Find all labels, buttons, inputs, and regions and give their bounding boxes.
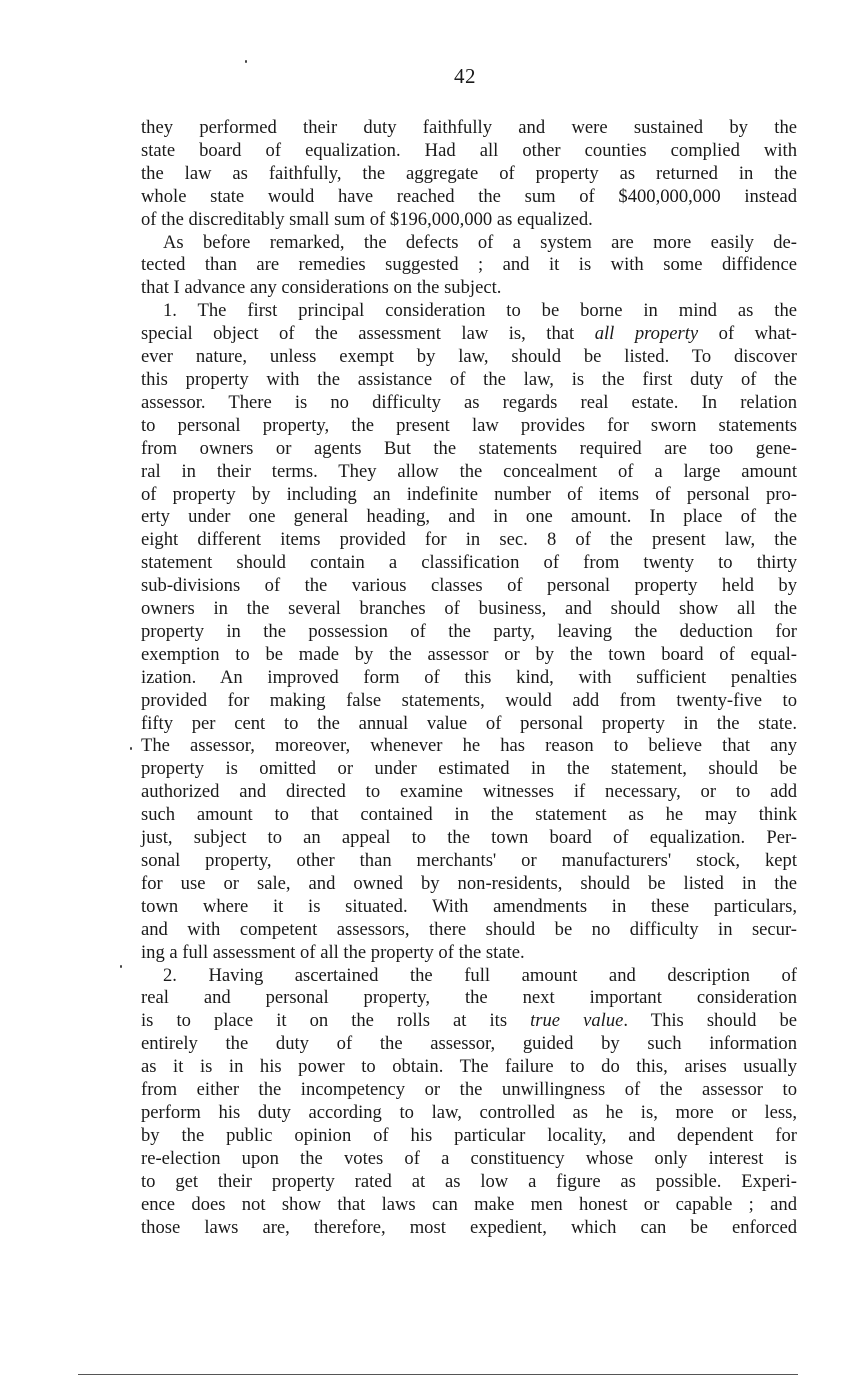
text-line: town where it is situated. With amendments in these particulars, xyxy=(141,895,797,917)
text-line: re-election upon the votes of a constituency whose only interest is xyxy=(141,1147,797,1169)
text-line: whole state would have reached the sum of $400,000,000 instead xyxy=(141,185,797,207)
text-line: erty under one general heading, and in one amount. In place of the xyxy=(141,506,797,528)
text-line: ence does not show that laws can make men honest or capable ; and xyxy=(141,1193,797,1215)
emphasis-text: true value xyxy=(530,1010,624,1032)
paragraph-continuation xyxy=(141,117,797,232)
scan-speck xyxy=(120,965,122,968)
paragraph-remarks xyxy=(141,232,797,301)
text-line: state board of equalization. Had all other counties complied with xyxy=(141,139,797,161)
paragraph-point-1 xyxy=(141,300,797,964)
text-segment: is to place it on the rolls at its xyxy=(141,1010,531,1032)
text-line: 1. The first principal consideration to be borne in mind as the xyxy=(163,300,797,322)
text-line: as it is in his power to obtain. The failure to do this, arises usually xyxy=(141,1056,797,1078)
emphasis-text: all property xyxy=(594,323,699,345)
page-body xyxy=(141,117,797,1239)
paragraph-point-2 xyxy=(141,965,797,1240)
text-line: assessor. There is no difficulty as regards real estate. In relation xyxy=(141,391,797,413)
text-segment: special object of the assessment law is, that xyxy=(141,323,595,345)
text-line: tected than are remedies suggested ; and it is with some diffidence xyxy=(141,254,797,276)
text-line: ing a full assessment of all the property of the state. xyxy=(141,941,525,963)
text-line: those laws are, therefore, most expedient, which can be enforced xyxy=(141,1216,797,1238)
text-line: by the public opinion of his particular locality, and dependent for xyxy=(141,1124,797,1146)
scan-speck xyxy=(130,747,132,750)
text-line: real and personal property, the next important consideration xyxy=(141,987,797,1009)
text-line: The assessor, moreover, whenever he has reason to believe that any xyxy=(141,735,797,757)
text-line: property is omitted or under estimated in the statement, should be xyxy=(141,758,797,780)
text-line: exemption to be made by the assessor or by the town board of equal- xyxy=(141,643,797,665)
text-line: sub-divisions of the various classes of personal property held by xyxy=(141,575,797,597)
text-line: entirely the duty of the assessor, guided by such information xyxy=(141,1033,797,1055)
text-segment: of what- xyxy=(698,323,798,345)
text-line-with-emphasis xyxy=(141,1010,797,1033)
text-line: perform his duty according to law, controlled as he is, more or less, xyxy=(141,1101,797,1123)
text-line: statement should contain a classification of from twenty to thirty xyxy=(141,552,797,574)
page-bottom-rule xyxy=(78,1374,798,1375)
text-line: authorized and directed to examine witnesses if necessary, or to add xyxy=(141,781,797,803)
text-line: and with competent assessors, there should be no difficulty in secur- xyxy=(141,918,797,940)
text-line: of property by including an indefinite number of items of personal pro- xyxy=(141,483,797,505)
text-line: just, subject to an appeal to the town board of equalization. Per- xyxy=(141,827,797,849)
text-line: ral in their terms. They allow the concealment of a large amount xyxy=(141,460,797,482)
text-line: owners in the several branches of business, and should show all the xyxy=(141,598,797,620)
page-number: 42 xyxy=(454,64,476,88)
text-line: to personal property, the present law provides for sworn statements xyxy=(141,414,797,436)
text-line: sonal property, other than merchants' or manufacturers' stock, kept xyxy=(141,850,797,871)
text-segment: . This should be xyxy=(623,1010,797,1032)
text-line: from either the incompetency or the unwillingness of the assessor to xyxy=(141,1079,797,1101)
text-line: this property with the assistance of the law, is the first duty of the xyxy=(141,368,797,390)
text-line: ever nature, unless exempt by law, should be listed. To discover xyxy=(141,346,797,368)
text-line: they performed their duty faithfully and were sustained by the xyxy=(141,117,797,138)
text-line-with-emphasis xyxy=(141,323,797,346)
text-line: provided for making false statements, would add from twenty-five to xyxy=(141,689,797,711)
text-line: to get their property rated at as low a figure as possible. Experi- xyxy=(141,1170,797,1192)
scan-speck xyxy=(245,60,247,63)
text-line: for use or sale, and owned by non-residents, should be listed in the xyxy=(141,872,797,894)
text-line: that I advance any considerations on the subject. xyxy=(141,277,502,299)
text-line: property in the possession of the party, leaving the deduction for xyxy=(141,620,797,642)
text-line: As before remarked, the defects of a system are more easily de- xyxy=(163,231,797,253)
text-line: of the discreditably small sum of $196,000,000 as equalized. xyxy=(141,208,593,230)
text-line: eight different items provided for in sec. 8 of the present law, the xyxy=(141,529,797,551)
text-line: from owners or agents But the statements required are too gene- xyxy=(141,437,797,459)
text-line: the law as faithfully, the aggregate of property as returned in the xyxy=(141,162,797,184)
text-line: such amount to that contained in the statement as he may think xyxy=(141,804,797,826)
text-line: 2. Having ascertained the full amount and description of xyxy=(163,964,797,986)
text-line: fifty per cent to the annual value of personal property in the state. xyxy=(141,712,797,734)
text-line: ization. An improved form of this kind, with sufficient penalties xyxy=(141,666,797,688)
